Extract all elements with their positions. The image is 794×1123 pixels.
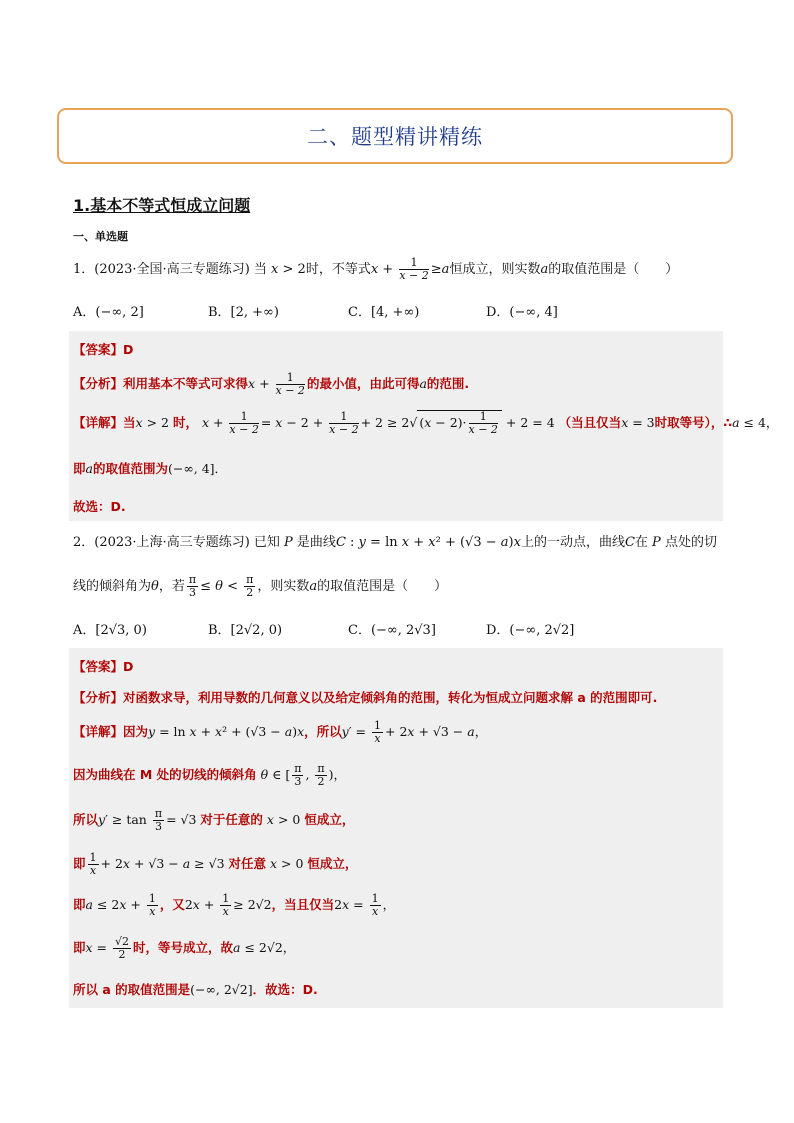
q1-detail: 【详解】当x > 2 时， x + $\frac{1}{x - 2}$ = x − 2 + $\frac{1}{x - 2}$ + 2 ≥ 2√ (x − 2)· $\frac{1}{x - 2}$ + 2 = 4 （当且仅当x = 3时取等号），∴a ≤ 4， bbox=[73, 410, 779, 436]
q1-option-d[interactable]: D．(−∞, 4] bbox=[486, 305, 558, 320]
q1-answer: 【答案】D bbox=[73, 342, 134, 357]
q1-option-b[interactable]: B．[2, +∞) bbox=[208, 305, 279, 320]
topic-title: 1.基本不等式恒成立问题 bbox=[73, 196, 251, 215]
q2-option-c[interactable]: C．(−∞, 2√3] bbox=[348, 623, 436, 638]
q2-analysis: 【分析】对函数求导，利用导数的几何意义以及给定倾斜角的范围，转化为恒成立问题求解 a 的范围即可. bbox=[73, 690, 658, 705]
q2-option-d[interactable]: D．(−∞, 2√2] bbox=[486, 623, 575, 638]
section-header-box bbox=[57, 108, 733, 164]
q2-detail-line7: 所以 a 的取值范围是(−∞, 2√2]．故选：D. bbox=[73, 982, 318, 997]
q2-detail-line6: 即x = $\frac{√2}{2}$ 时，等号成立，故a ≤ 2√2， bbox=[73, 935, 296, 961]
q1-option-c[interactable]: C．[4, +∞) bbox=[348, 305, 420, 320]
q1-final: 故选：D. bbox=[73, 499, 126, 514]
subsection-title: 一、单选题 bbox=[73, 230, 128, 243]
q2-answer: 【答案】D bbox=[73, 659, 134, 674]
q2-stem-line1: 2．(2023·上海·高三专题练习) 已知 P 是曲线C : y = ln x + x² + (√3 − a)x上的一动点，曲线C在 P 点处的切 bbox=[73, 535, 717, 550]
q2-detail-line2: 因为曲线在 M 处的切线的倾斜角 θ ∈ [ $\frac{\pi}{3}$ , $\frac{\pi}{2}$ )， bbox=[73, 762, 347, 788]
q2-detail-line1: 【详解】因为y = ln x + x² + (√3 − a)x，所以y′ = $\frac{1}{x}$ + 2x + √3 − a， bbox=[73, 719, 488, 745]
q1-stem: 1．(2023·全国·高三专题练习) 当 x > 2时，不等式x + $\frac{1}{x - 2}$ ≥a恒成立，则实数a的取值范围是（ ） bbox=[73, 256, 679, 282]
q2-detail-line5: 即a ≤ 2x + $\frac{1}{x}$ ，又2x + $\frac{1}{x}$ ≥ 2√2，当且仅当2x = $\frac{1}{x}$ ， bbox=[73, 892, 396, 918]
q2-detail-line4: 即 $\frac{1}{x}$ + 2x + √3 − a ≥ √3 对任意 x > 0 恒成立， bbox=[73, 851, 358, 877]
q1-analysis: 【分析】利用基本不等式可求得x + $\frac{1}{x - 2}$ 的最小值，由此可得a的范围. bbox=[73, 371, 470, 397]
section-header-title: 二、题型精讲精练 bbox=[307, 125, 483, 149]
q2-stem-line2: 线的倾斜角为θ，若 $\frac{\pi}{3}$ ≤ θ < $\frac{\pi}{2}$ ，则实数a的取值范围是（ ） bbox=[73, 573, 448, 599]
q2-option-b[interactable]: B．[2√2, 0) bbox=[208, 623, 283, 638]
q2-option-a[interactable]: A．[2√3, 0) bbox=[73, 623, 147, 638]
q1-detail-range: 即a的取值范围为(−∞, 4]． bbox=[73, 461, 228, 476]
q2-detail-line3: 所以y′ ≥ tan $\frac{\pi}{3}$ = √3 对于任意的 x > 0 恒成立， bbox=[73, 807, 355, 833]
q1-option-a[interactable]: A．(−∞, 2] bbox=[73, 305, 144, 320]
